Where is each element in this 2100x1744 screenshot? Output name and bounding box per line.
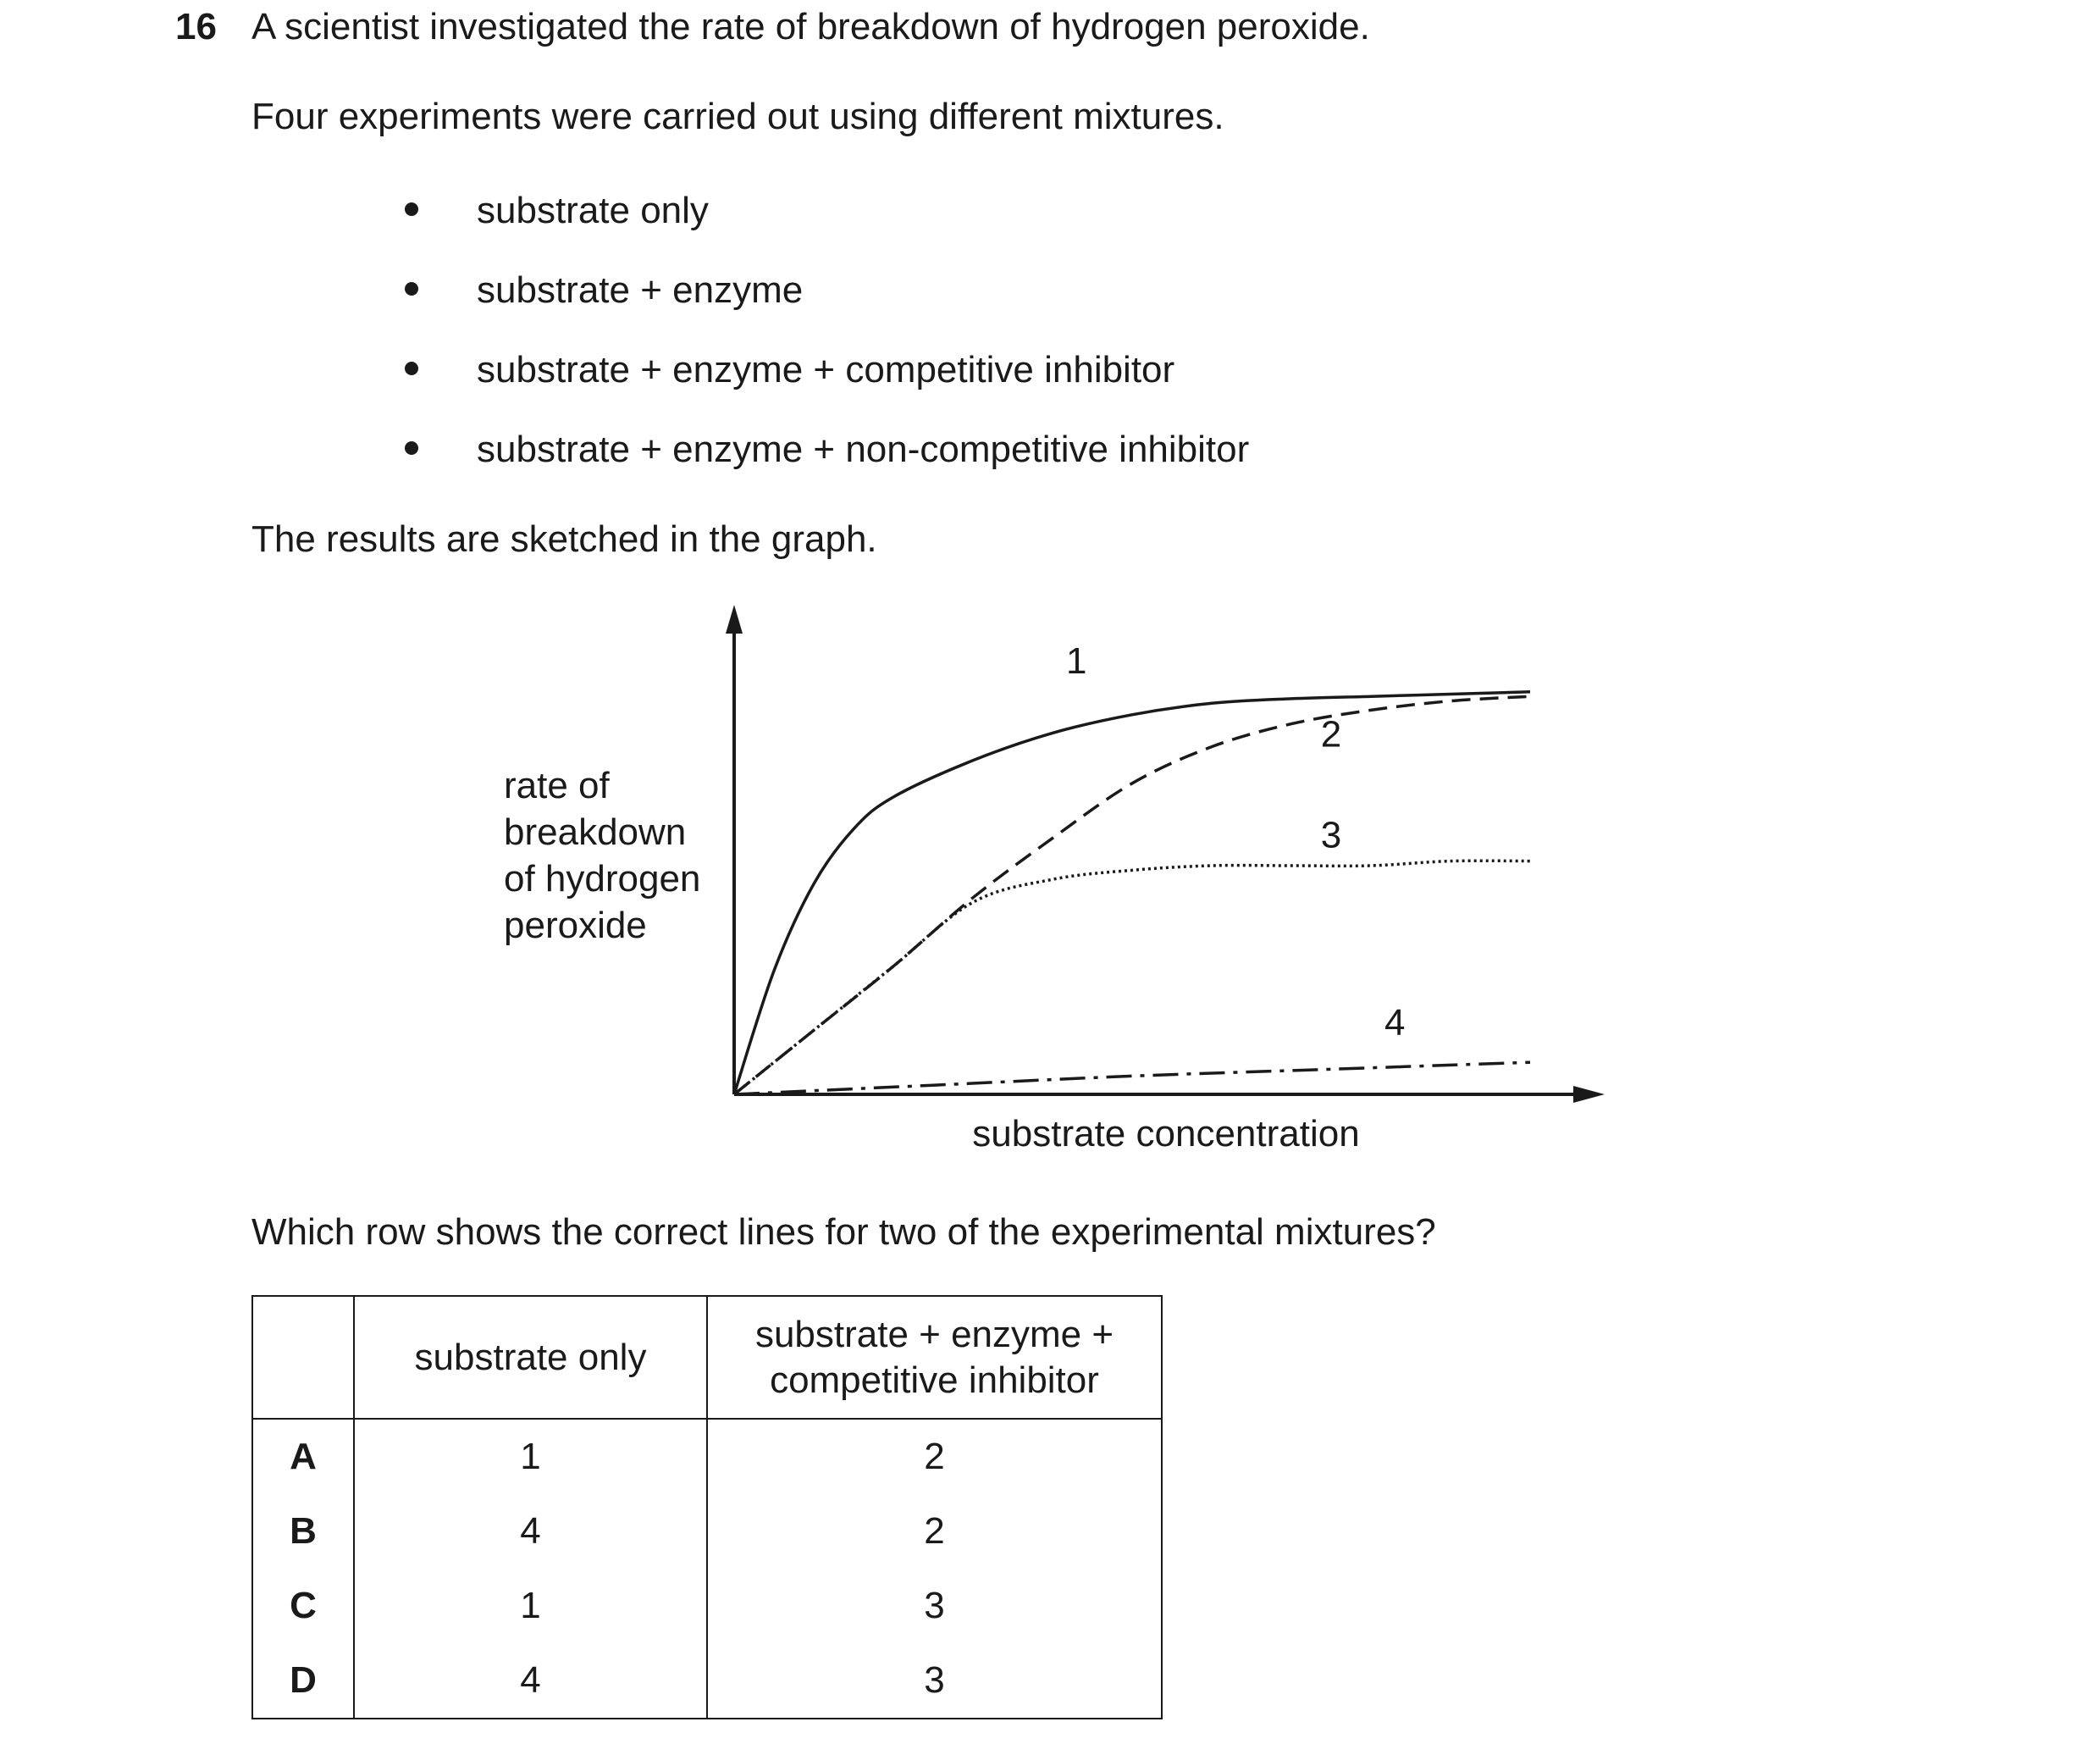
x-axis-arrow-icon	[1573, 1086, 1605, 1103]
option-letter: C	[252, 1569, 354, 1643]
table-row[interactable]	[252, 1643, 1162, 1719]
option-letter: B	[252, 1494, 354, 1569]
table-row[interactable]	[252, 1419, 1162, 1494]
series-label-1: 1	[1065, 640, 1087, 683]
series-line-3	[734, 861, 1530, 1094]
option-letter: D	[252, 1643, 354, 1719]
y-axis-label-line: of hydrogen	[504, 858, 701, 900]
table-header-substrate-only: substrate only	[354, 1296, 707, 1419]
cell-competitive: 2	[707, 1494, 1162, 1569]
series-line-4	[734, 1062, 1530, 1094]
question-intro: Four experiments were carried out using different mixtures.	[251, 96, 1224, 137]
cell-competitive: 3	[707, 1643, 1162, 1719]
table-row[interactable]	[252, 1494, 1162, 1569]
y-axis-label-line: breakdown	[504, 811, 687, 853]
question-stem: A scientist investigated the rate of breakdown of hydrogen peroxide.	[251, 6, 1370, 47]
series-layer	[734, 692, 1530, 1094]
cell-competitive: 2	[707, 1419, 1162, 1494]
table-row[interactable]	[252, 1569, 1162, 1643]
table-header-row	[252, 1296, 1162, 1419]
mixture-label: substrate + enzyme	[477, 269, 804, 311]
cell-competitive: 3	[707, 1569, 1162, 1643]
graph-intro: The results are sketched in the graph.	[251, 518, 877, 560]
series-label-4: 4	[1384, 1001, 1406, 1044]
cell-substrate-only: 4	[354, 1494, 707, 1569]
series-label-2: 2	[1320, 713, 1342, 756]
question-prompt: Which row shows the correct lines for two of the experimental mixtures?	[251, 1211, 1436, 1253]
mixture-label: substrate + enzyme + competitive inhibitor	[477, 349, 1175, 390]
question-number: 16	[175, 6, 217, 47]
y-axis-arrow-icon	[726, 605, 743, 634]
mixture-label: substrate + enzyme + non-competitive inhibitor	[477, 429, 1250, 470]
y-axis-label-line: rate of	[504, 765, 610, 806]
option-letter: A	[252, 1419, 354, 1494]
cell-substrate-only: 1	[354, 1569, 707, 1643]
cell-substrate-only: 1	[354, 1419, 707, 1494]
series-label-3: 3	[1320, 814, 1342, 856]
table-header-empty	[252, 1296, 354, 1419]
header-line: substrate + enzyme +	[754, 1313, 1114, 1355]
series-line-1	[734, 692, 1530, 1094]
table-header-competitive	[707, 1296, 1162, 1419]
chart-axes	[726, 605, 1605, 1103]
y-axis-label-line: peroxide	[504, 905, 647, 946]
header-line: competitive inhibitor	[770, 1359, 1099, 1401]
cell-substrate-only: 4	[354, 1643, 707, 1719]
answer-options-table	[251, 1295, 1163, 1719]
series-line-2	[734, 696, 1530, 1094]
x-axis-label: substrate concentration	[972, 1113, 1360, 1154]
mixture-label: substrate only	[477, 190, 709, 231]
